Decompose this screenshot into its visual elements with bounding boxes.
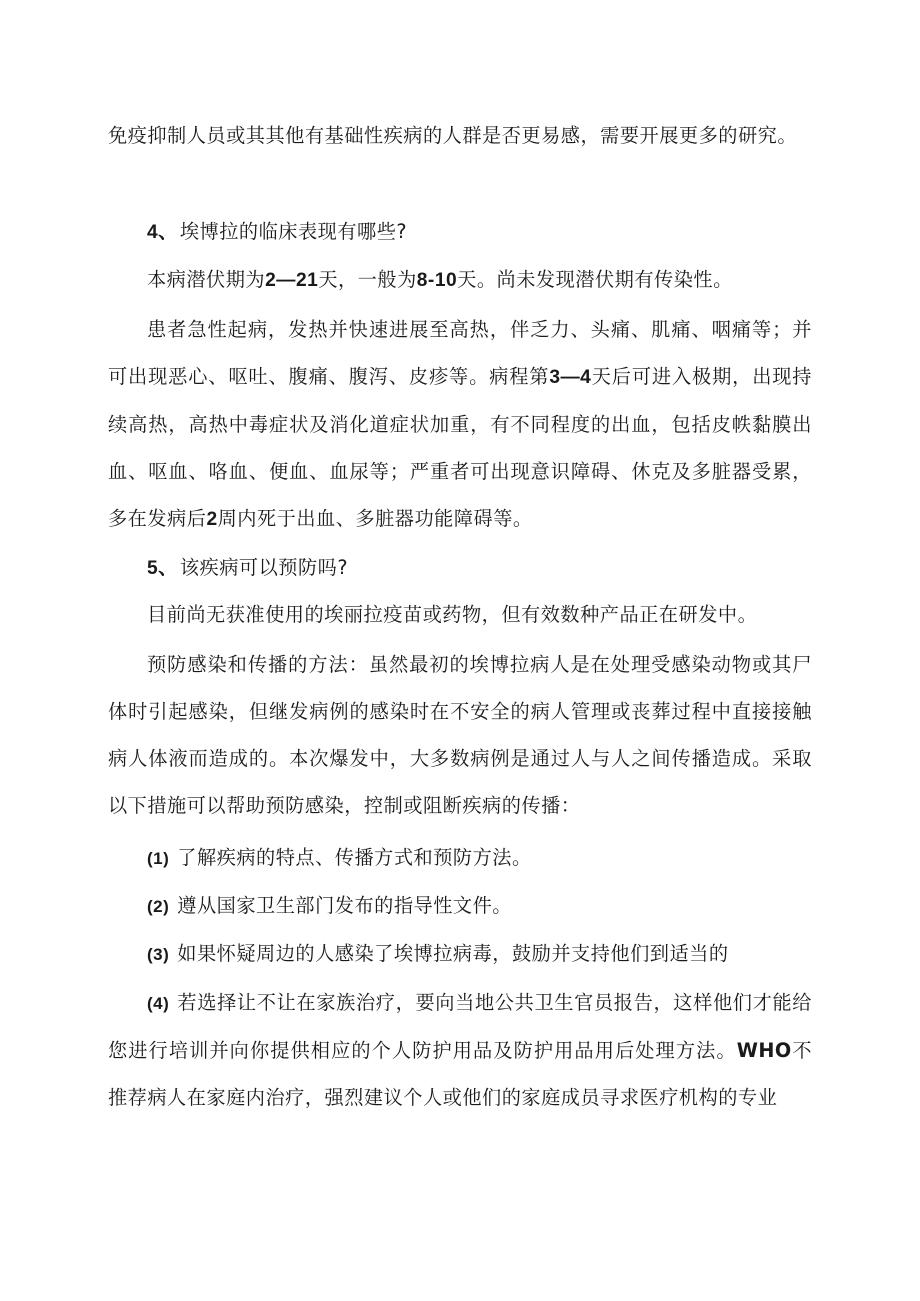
paragraph-prevention: 预防感染和传播的方法：虽然最初的埃博拉病人是在处理受感染动物或其尸体时引起感染，但继发病例的感染时在不安全的病人管理或丧葬过程中直接接触病人体液而造成的。本次爆发中，大多数病例是通过人与人之间传播造成。采取以下措施可以帮助预防感染，控制或阻断疾病的传播：	[108, 653, 812, 817]
list-item-4-text-2: 不推荐病人在家庭内治疗，强烈建议个人或他们的家庭成员寻求医疗机构的专业	[108, 1039, 813, 1109]
symptoms-text-1: 患者急性起病，发热并快速进展至高热，伴乏力、头痛、肌痛、咽痛等；并可出现恶心、呕吐、腹痛、腹泻、皮疹等。病程第	[108, 318, 812, 388]
list-item-4-number: (4)	[147, 994, 170, 1013]
symptoms-day-range: 3—4	[549, 367, 592, 388]
list-item-1-text: 了解疾病的特点、传播方式和预防方法。	[177, 846, 532, 869]
list-item-2	[108, 882, 812, 930]
list-item-4-text: 若选择让不让在家族治疗，要向当地公共卫生官员报告，这样他们才能给您进行培训并向你提供相应的个人防护用品及防护用品用后处理方法。	[108, 991, 812, 1062]
list-item-4	[108, 979, 812, 1121]
list-item-2-text: 遵从国家卫生部门发布的指导性文件。	[177, 894, 512, 917]
list-item-1	[108, 834, 812, 882]
paragraph-symptoms	[108, 306, 812, 543]
paragraph-no-vaccine: 目前尚无获准使用的埃丽拉疫苗或药物，但有效数种产品正在研发中。	[147, 603, 758, 626]
section-4-heading	[147, 217, 407, 248]
list-item-1-number: (1)	[147, 849, 170, 868]
list-item-3-text: 如果怀疑周边的人感染了埃博拉病毒，鼓励并支持他们到适当的	[177, 942, 729, 965]
incubation-text-3: 天。尚未发现潜伏期有传染性。	[457, 268, 733, 291]
section-5-number: 5、	[147, 558, 178, 579]
symptoms-weeks: 2	[206, 509, 218, 530]
list-item-2-number: (2)	[147, 897, 170, 916]
list-item-3	[108, 930, 812, 978]
symptoms-text-3: 周内死于出血、多脏器功能障碍等。	[217, 507, 533, 530]
section-4-title: 埃博拉的临床表现有哪些?	[179, 220, 408, 243]
incubation-range: 2—21	[265, 270, 319, 291]
symptoms-text-2: 天后可进入极期，出现持续高热，高热中毒症状及消化道症状加重，有不同程度的出血，包括皮帙黏膜出血、呕血、咯血、便血、血尿等；严重者可出现意识障碍、休克及多脏器受累，多在发病后	[108, 365, 812, 530]
section-5-title: 该疾病可以预防吗?	[179, 556, 349, 579]
list-item-3-number: (3)	[147, 945, 170, 964]
paragraph-continuation: 免疫抑制人员或其其他有基础性疾病的人群是否更易感，需要开展更多的研究。	[108, 124, 798, 147]
section-4-number: 4、	[147, 222, 178, 243]
incubation-text-2: 天，一般为	[318, 268, 417, 291]
section-5-heading	[147, 553, 348, 584]
incubation-typical: 8-10	[416, 270, 458, 291]
incubation-text-1: 本病潜伏期为	[147, 268, 266, 291]
list-item-4-org: WHO	[736, 1039, 792, 1062]
paragraph-incubation	[108, 256, 812, 304]
